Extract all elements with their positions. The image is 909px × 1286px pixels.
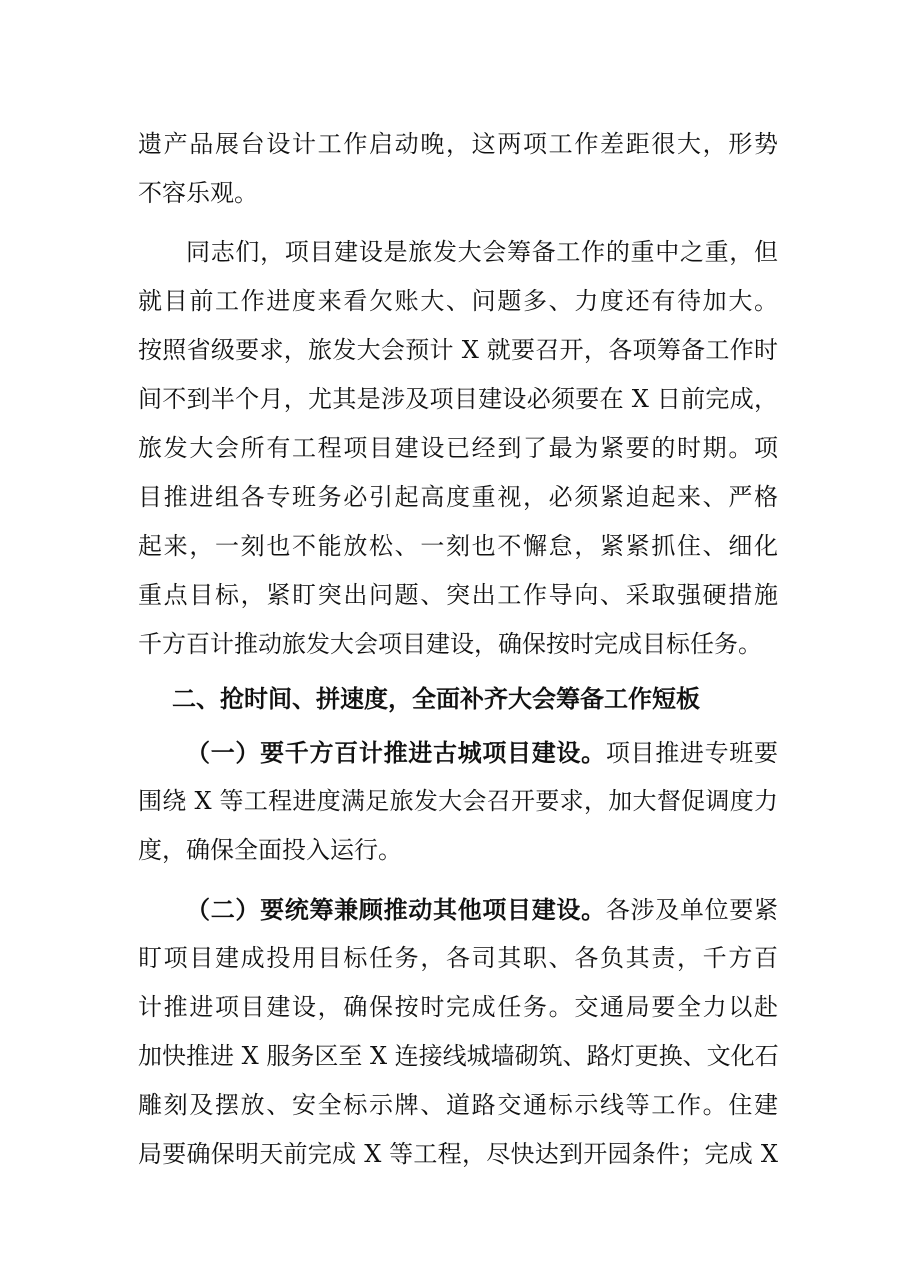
paragraph-line: 目推进组各专班务必引起高度重视，必须紧迫起来、严格 <box>138 483 778 511</box>
subsection-text: 项目推进专班要 <box>605 739 779 767</box>
paragraph-line: 度，确保全面投入运行。 <box>138 836 402 864</box>
paragraph-line: 同志们，项目建设是旅发大会筹备工作的重中之重，但 <box>186 238 778 266</box>
paragraph-line <box>186 728 778 777</box>
paragraph-line: 不容乐观。 <box>138 179 258 207</box>
paragraph-line: 就目前工作进度来看欠账大、问题多、力度还有待加大。 <box>138 287 778 315</box>
paragraph-line: 雕刻及摆放、安全标示牌、道路交通标示线等工作。住建 <box>138 1091 778 1119</box>
paragraph-line: 起来，一刻也不能放松、一刻也不懈怠，紧紧抓住、细化 <box>138 532 778 560</box>
paragraph-line: 计推进项目建设，确保按时完成任务。交通局要全力以赴 <box>138 993 778 1021</box>
paragraph-line: 围绕 X 等工程进度满足旅发大会召开要求，加大督促调度力 <box>138 787 778 815</box>
paragraph-line: 重点目标，紧盯突出问题、突出工作导向、采取强硬措施 <box>138 581 778 609</box>
subsection-title: （二）要统筹兼顾推动其他项目建设。 <box>186 895 606 924</box>
paragraph-line: 间不到半个月，尤其是涉及项目建设必须要在 X 日前完成， <box>138 385 778 413</box>
paragraph-line: 加快推进 X 服务区至 X 连接线城墙砌筑、路灯更换、文化石 <box>138 1042 779 1070</box>
paragraph-line <box>186 885 778 934</box>
subsection-text: 各涉及单位要紧 <box>605 896 779 924</box>
paragraph-line: 局要确保明天前完成 X 等工程，尽快达到开园条件；完成 X <box>138 1140 778 1168</box>
paragraph-line: 千方百计推动旅发大会项目建设，确保按时完成目标任务。 <box>138 630 762 658</box>
subsection-title: （一）要千方百计推进古城项目建设。 <box>186 738 606 767</box>
section-heading: 二、抢时间、拼速度，全面补齐大会筹备工作短板 <box>172 684 700 713</box>
paragraph-line: 遗产品展台设计工作启动晚，这两项工作差距很大，形势 <box>138 130 778 158</box>
paragraph-line: 旅发大会所有工程项目建设已经到了最为紧要的时期。项 <box>138 434 778 462</box>
paragraph-line: 盯项目建成投用目标任务，各司其职、各负其责，千方百 <box>138 944 778 972</box>
paragraph-line: 按照省级要求，旅发大会预计 X 就要召开，各项筹备工作时 <box>138 336 778 364</box>
